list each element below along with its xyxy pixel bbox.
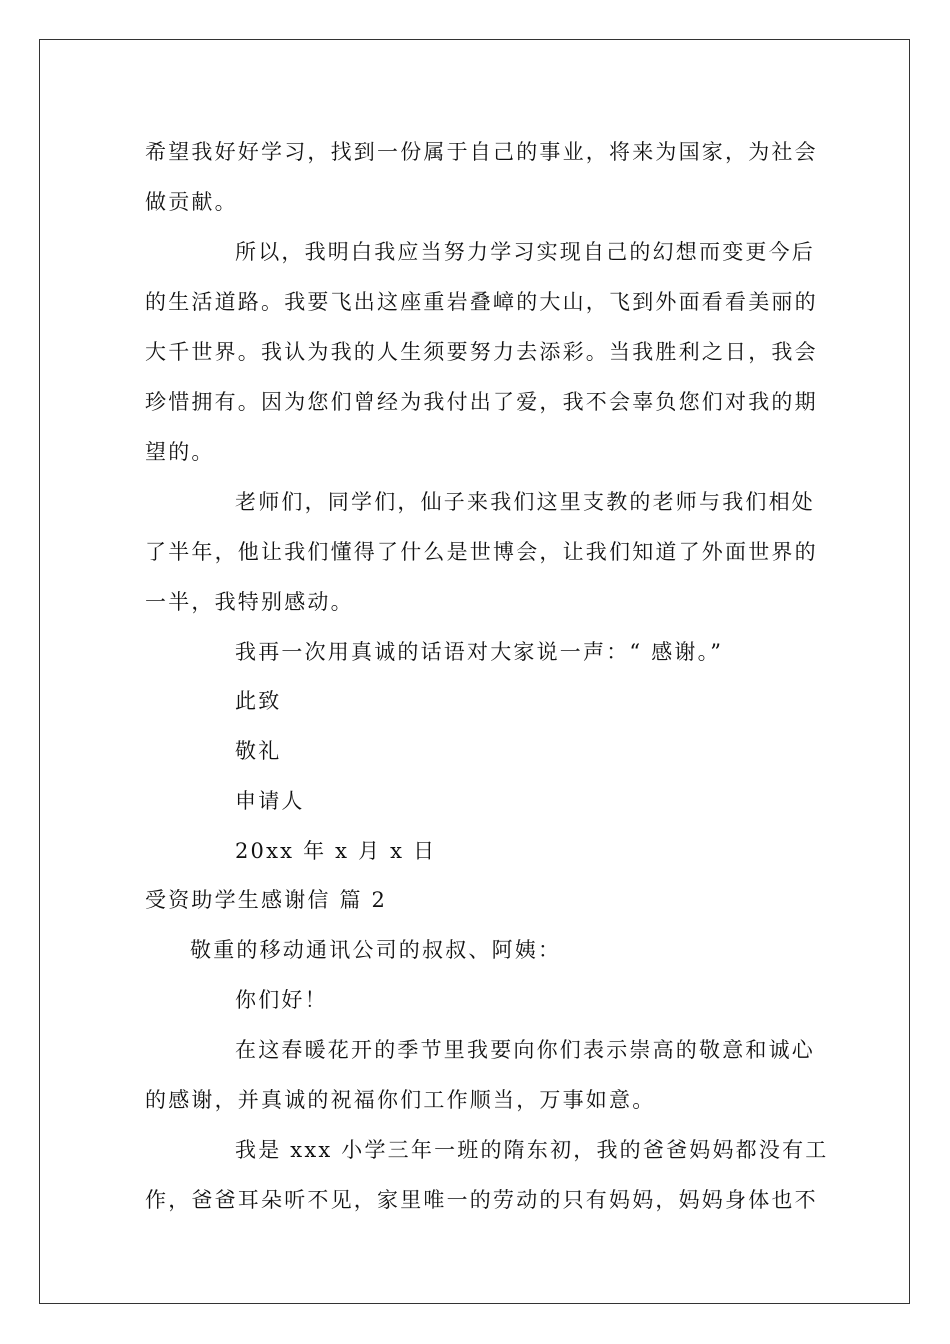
letter-greeting: 敬重的移动通讯公司的叔叔、阿姨： xyxy=(190,938,562,962)
signature-label: 申请人 xyxy=(235,789,305,813)
closing-salutation: 敬礼 xyxy=(235,739,282,763)
page-border xyxy=(39,39,910,1304)
paragraph-line: 你们好！ xyxy=(235,988,328,1012)
paragraph-line: 一半，我特别感动。 xyxy=(145,590,354,614)
paragraph-line: 做贡献。 xyxy=(145,190,238,214)
paragraph-line: 我再一次用真诚的话语对大家说一声：“ 感谢。” xyxy=(235,640,724,664)
paragraph-line: 希望我好好学习，找到一份属于自己的事业，将来为国家，为社会 xyxy=(145,140,818,164)
paragraph-line: 作，爸爸耳朵听不见，家里唯一的劳动的只有妈妈，妈妈身体也不 xyxy=(145,1188,818,1212)
paragraph-line: 了半年，他让我们懂得了什么是世博会，让我们知道了外面世界的 xyxy=(145,540,818,564)
paragraph-line: 的感谢，并真诚的祝福你们工作顺当，万事如意。 xyxy=(145,1088,656,1112)
date-line: 20xx 年 x 月 x 日 xyxy=(235,839,437,863)
paragraph-line: 的生活道路。我要飞出这座重岩叠嶂的大山，飞到外面看看美丽的 xyxy=(145,290,818,314)
paragraph-line: 望的。 xyxy=(145,440,215,464)
paragraph-line: 老师们，同学们，仙子来我们这里支教的老师与我们相处 xyxy=(235,490,815,514)
paragraph-line: 珍惜拥有。因为您们曾经为我付出了爱，我不会辜负您们对我的期 xyxy=(145,390,818,414)
paragraph-line: 我是 xxx 小学三年一班的隋东初，我的爸爸妈妈都没有工 xyxy=(235,1138,829,1162)
paragraph-line: 所以，我明白我应当努力学习实现自己的幻想而变更今后 xyxy=(235,240,815,264)
section-heading: 受资助学生感谢信 篇 2 xyxy=(145,888,388,912)
paragraph-line: 在这春暖花开的季节里我要向你们表示崇高的敬意和诚心 xyxy=(235,1038,815,1062)
paragraph-line: 大千世界。我认为我的人生须要努力去添彩。当我胜利之日，我会 xyxy=(145,340,818,364)
closing-salutation: 此致 xyxy=(235,689,282,713)
